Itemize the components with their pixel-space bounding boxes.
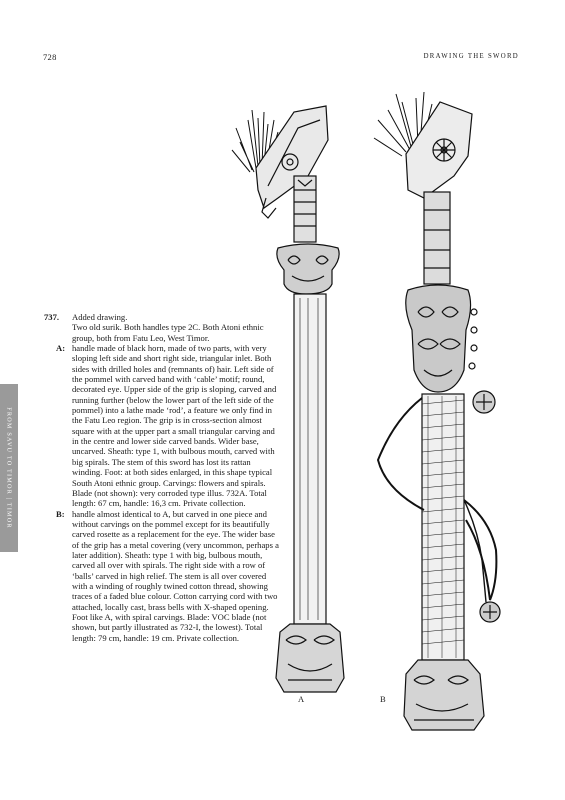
running-head: DRAWING THE SWORD xyxy=(423,53,519,60)
side-tab-label: FROM SAVU TO TIMOR | TIMOR xyxy=(5,407,13,529)
entry-title: Added drawing. xyxy=(72,312,128,322)
paragraph-a-text: handle made of black horn, made of two parts, with very sloping left side and short right side, triangular inlet. Both sides with drilled holes and (remnants of) hair. Left side of the pommel with carved band with ‘cable’ motif; round, decorated eye. Upper side of the grip is sloping, carved and running further (below the lower part of the left side of the pommel) into a lathe made ‘rod’, a feature we only find in the Fatu Leo region. The grip is in cross-section almost square with at the upper part a small triangular carving and in the centre and lower side carved bands. Wider base, uncarved. Sheath: type 1, with bulbous mouth, carved with big spirals. The stem of this sword has lost its rattan winding. Foot: at both sides enlarged, in this shape typical South Atoni ethnic group. Carvings: flowers and spirals. Blade (not shown): very corroded type illus. 732A. Total length: 67 cm, handle: 16,3 cm. Private collection. xyxy=(72,343,277,509)
entry-number: 737. xyxy=(44,312,60,322)
entry-intro: Two old surik. Both handles type 2C. Both Atoni ethnic group, both from Fatu Leo, West Timor. xyxy=(72,322,264,343)
paragraph-b-text: handle almost identical to A, but carved in one piece and without carvings on the pommel except for its beautifully carved rosette as a replacement for the eye. The wider base of the grip has a metal covering (very uncommon, perhaps a later addition). Sheath: type 1 with big, bulbous mouth, carved all over with spirals. The right side with a row of ‘balls’ carved in high relief. The stem is all over covered with a winding of roughly twined cotton thread, showing traces of a faded blue colour. Cotton carrying cord with two attached, locally cast, brass bells with X-shaped opening. Foot like A, with spiral carvings. Blade: VOC blade (not shown, but partly illustrated as 732-I, the lowest). Total length: 79 cm, handle: 19 cm. Private collection. xyxy=(72,508,279,643)
caption-b: B xyxy=(380,694,386,704)
caption-a: A xyxy=(298,694,305,704)
sword-a-illustration xyxy=(232,106,344,692)
paragraph-b-letter: B: xyxy=(56,508,65,519)
page-number: 728 xyxy=(43,52,57,62)
sword-drawing xyxy=(228,80,528,750)
side-tab xyxy=(0,384,18,552)
sword-b-illustration xyxy=(374,92,500,730)
paragraph-a-letter: A: xyxy=(56,343,66,354)
